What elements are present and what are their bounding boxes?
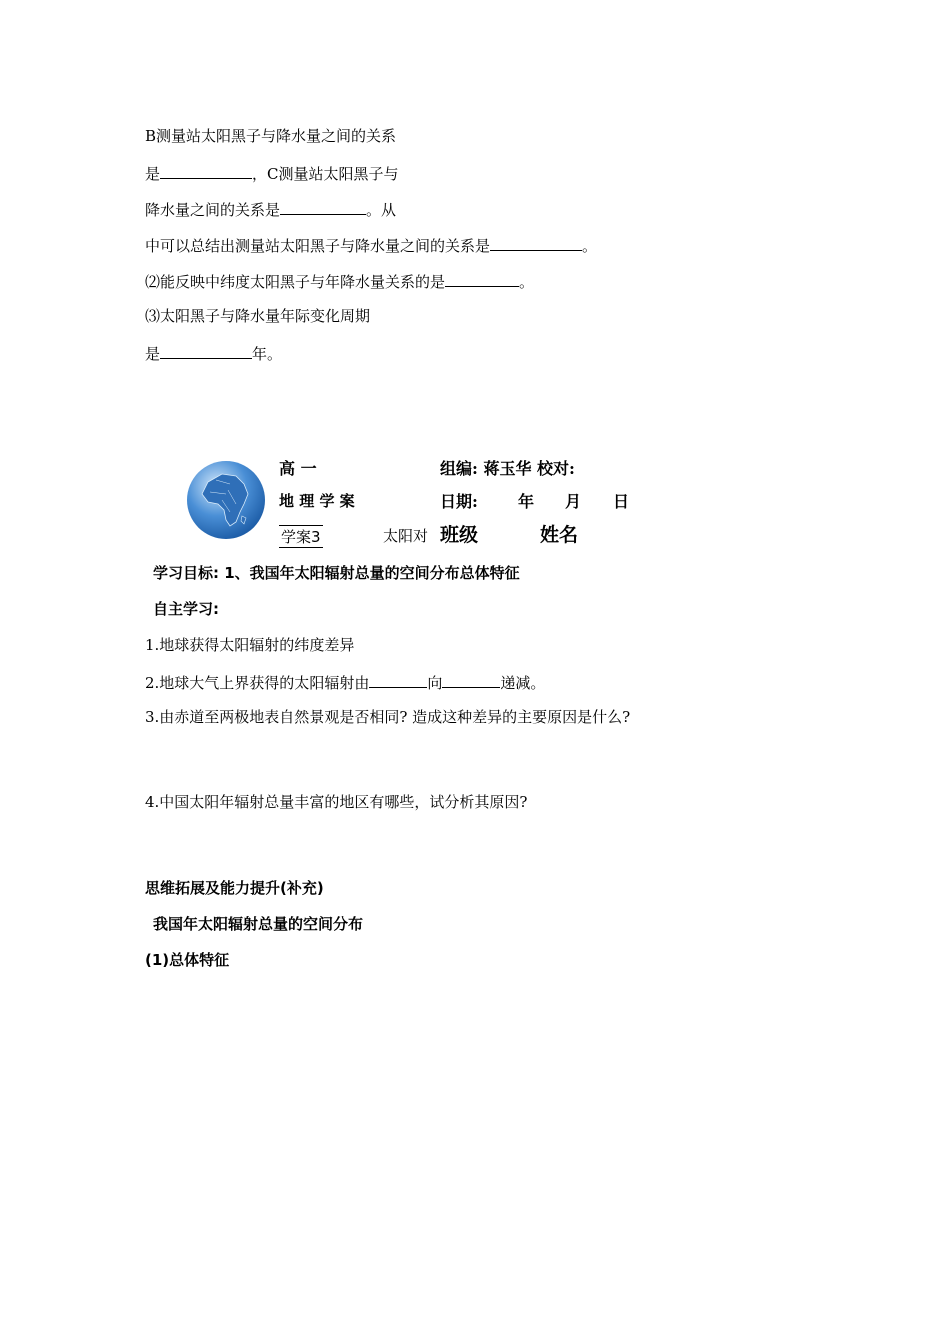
- question-2-end: 递减。: [500, 674, 546, 692]
- answer-blank[interactable]: [160, 342, 252, 359]
- editor-label: 组编: 蒋玉华 校对:: [440, 459, 575, 478]
- extension-item-1: (1)总体特征: [145, 951, 230, 969]
- q1-line2-end: ，C测量站太阳黑子与: [252, 165, 399, 183]
- extension-title: 思维拓展及能力提升(补充): [145, 879, 324, 897]
- q1-line4-end: 。: [582, 237, 598, 255]
- lesson-label: 学案3: [279, 525, 323, 548]
- q2-text: ⑵能反映中纬度太阳黑子与年降水量关系的是: [145, 273, 446, 291]
- q3-line2: [145, 342, 282, 364]
- q1-line2: [145, 162, 399, 184]
- globe-africa-icon: [186, 460, 266, 540]
- q1-line2-start: 是: [145, 165, 161, 183]
- question-1: 1.地球获得太阳辐射的纬度差异: [145, 636, 355, 654]
- q2-line: [145, 270, 534, 292]
- year-label: 年: [518, 492, 535, 511]
- answer-blank[interactable]: [445, 270, 519, 287]
- q3-line2-end: 年。: [252, 345, 283, 363]
- subject-label: 地 理 学 案: [279, 492, 355, 510]
- extension-subtitle: 我国年太阳辐射总量的空间分布: [153, 915, 364, 933]
- question-2-start: 2.地球大气上界获得的太阳辐射由: [145, 674, 370, 692]
- self-study-heading: 自主学习:: [153, 600, 219, 618]
- question-2-mid: 向: [427, 674, 443, 692]
- q1-line1: B测量站太阳黑子与降水量之间的关系: [145, 127, 397, 145]
- q1-line3-start: 降水量之间的关系是: [145, 201, 281, 219]
- q1-line3-end: 。从: [366, 201, 397, 219]
- answer-blank[interactable]: [280, 198, 366, 215]
- topic-label: 太阳对: [383, 527, 429, 545]
- question-4: 4.中国太阳年辐射总量丰富的地区有哪些，试分析其原因?: [145, 793, 528, 811]
- answer-blank[interactable]: [490, 234, 582, 251]
- answer-blank[interactable]: [369, 671, 427, 688]
- class-label: 班级: [440, 524, 479, 546]
- grade-label: 高 一: [279, 459, 317, 478]
- q3-line2-start: 是: [145, 345, 161, 363]
- q2-end: 。: [519, 273, 535, 291]
- q1-line4: [145, 234, 597, 256]
- name-label: 姓名: [540, 524, 579, 546]
- question-3: 3.由赤道至两极地表自然景观是否相同? 造成这种差异的主要原因是什么?: [145, 708, 631, 726]
- day-label: 日: [613, 492, 630, 511]
- q1-line4-start: 中可以总结出测量站太阳黑子与降水量之间的关系是: [145, 237, 491, 255]
- q1-line3: [145, 198, 396, 220]
- date-label: 日期:: [440, 492, 478, 511]
- q3-line1: ⑶太阳黑子与降水量年际变化周期: [145, 307, 371, 325]
- answer-blank[interactable]: [442, 671, 500, 688]
- answer-blank[interactable]: [160, 162, 252, 179]
- learning-goal: 学习目标: 1、我国年太阳辐射总量的空间分布总体特征: [153, 564, 520, 582]
- question-2: [145, 671, 545, 693]
- month-label: 月: [565, 492, 582, 511]
